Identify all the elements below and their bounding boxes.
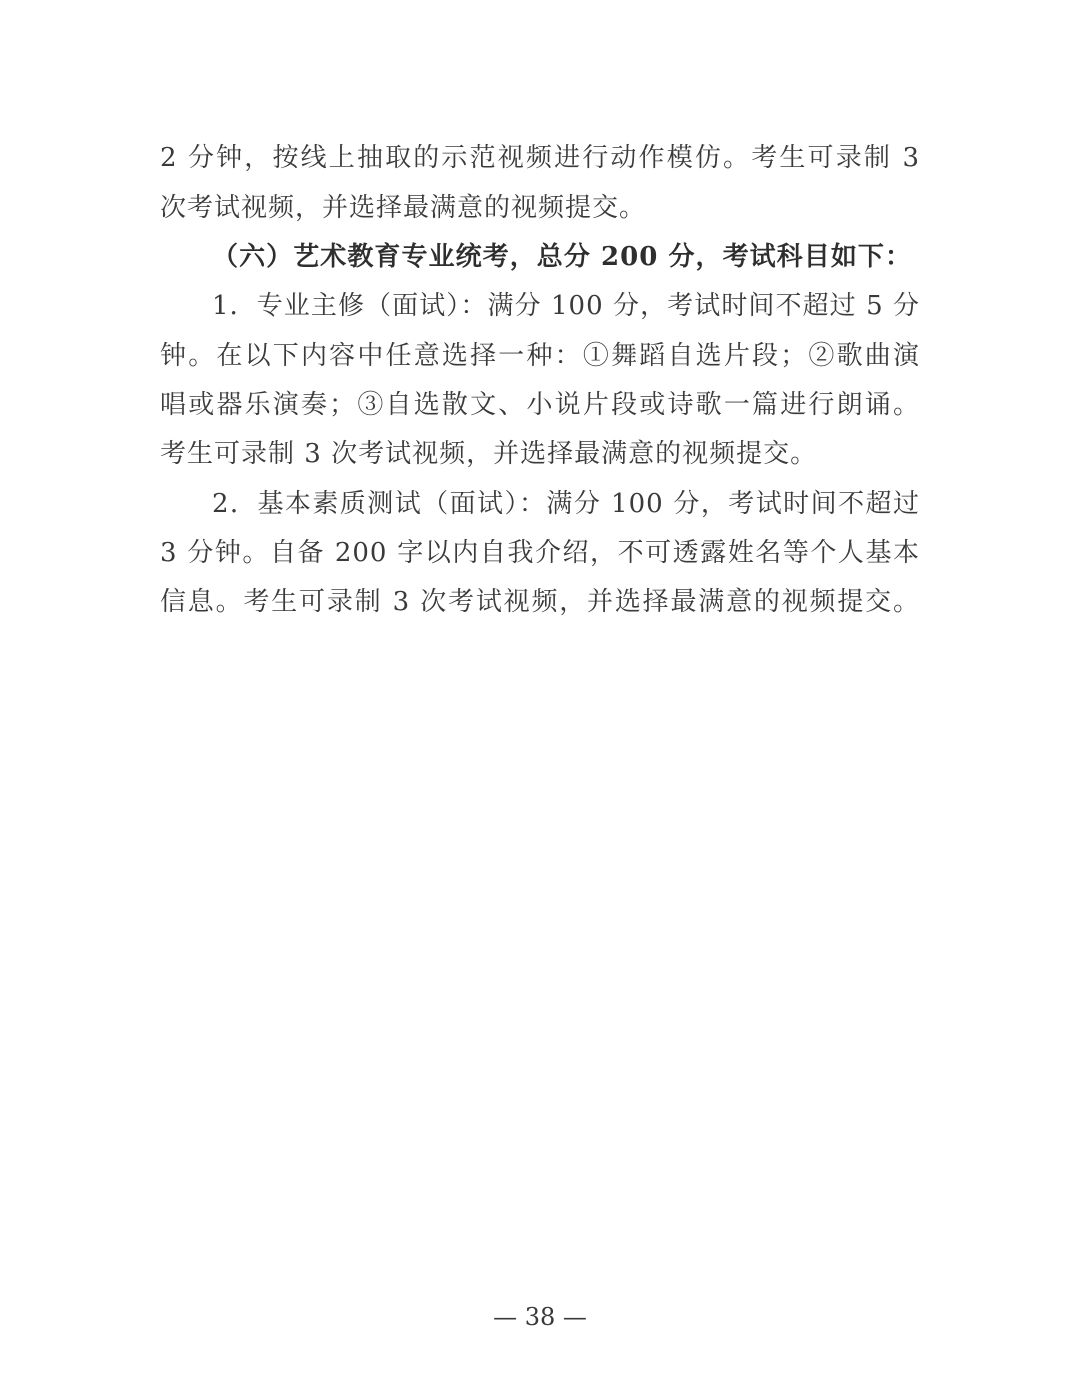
text-line-continuation: 2 分钟，按线上抽取的示范视频进行动作模仿。考生可录制 3 (160, 143, 920, 173)
item-1-major-line: 1．专业主修（面试）：满分 100 分，考试时间不超过 5 分 (212, 291, 920, 321)
item-1-major-line: 钟。在以下内容中任意选择一种：①舞蹈自选片段；②歌曲演 (160, 341, 920, 371)
item-2-basic-quality-line: 2．基本素质测试（面试）：满分 100 分，考试时间不超过 (212, 489, 920, 519)
item-2-basic-quality-line: 3 分钟。自备 200 字以内自我介绍，不可透露姓名等个人基本 (160, 538, 920, 568)
page-number: — 38 — (493, 1303, 587, 1331)
item-2-basic-quality-line-end: 信息。考生可录制 3 次考试视频，并选择最满意的视频提交。 (160, 587, 920, 617)
section-heading-art-education: （六）艺术教育专业统考，总分 200 分，考试科目如下： (212, 242, 912, 272)
item-1-major-line-end: 考生可录制 3 次考试视频，并选择最满意的视频提交。 (160, 439, 818, 469)
text-line-continuation-end: 次考试视频，并选择最满意的视频提交。 (160, 193, 647, 223)
item-1-major-line: 唱或器乐演奏；③自选散文、小说片段或诗歌一篇进行朗诵。 (160, 390, 920, 420)
